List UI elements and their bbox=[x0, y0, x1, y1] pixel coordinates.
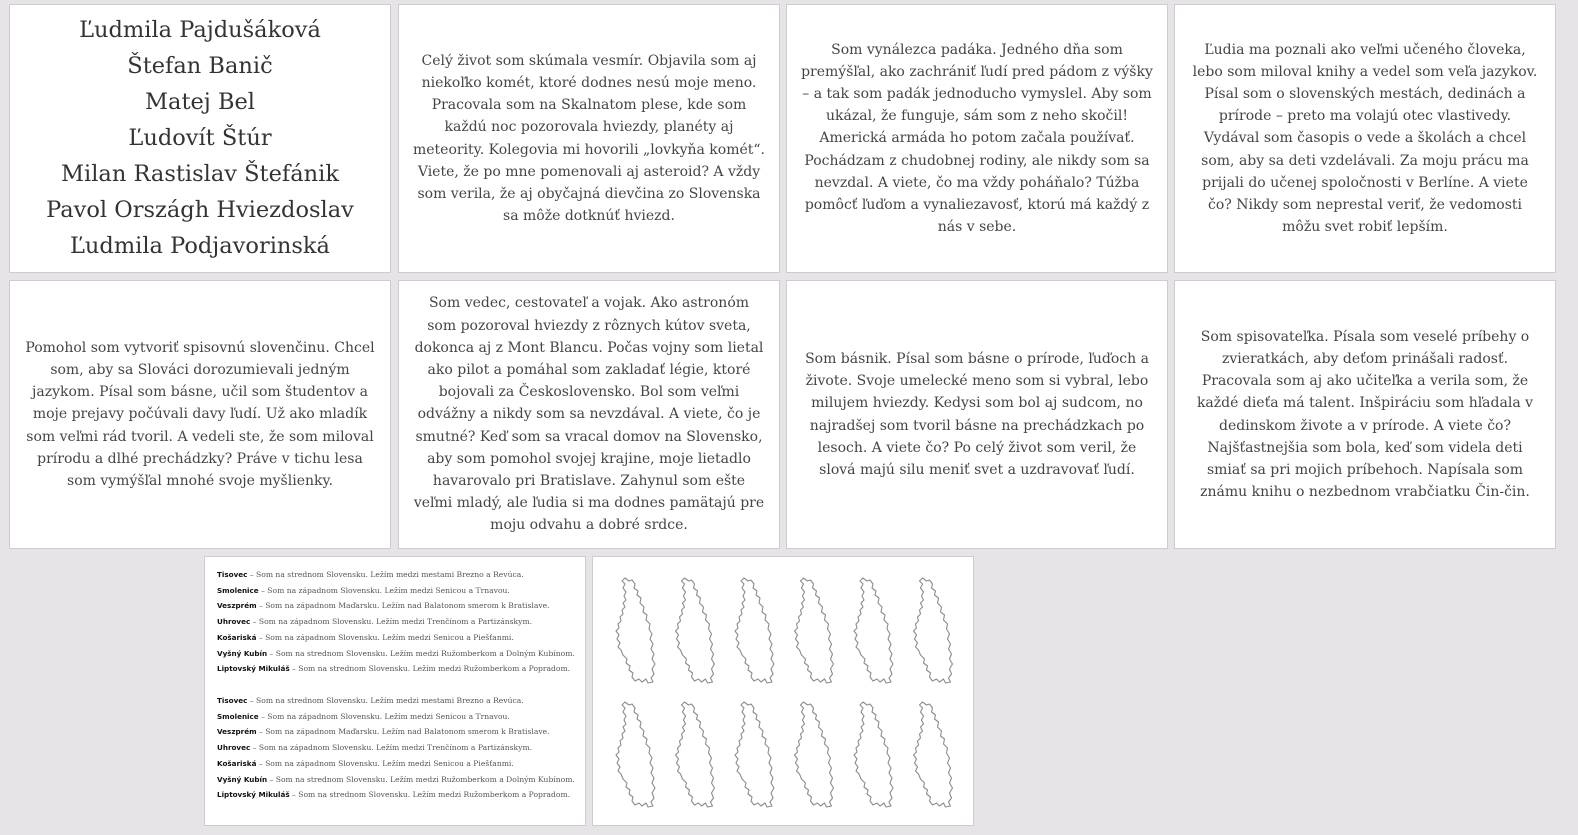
hint-text: – Som na západnom Slovensku. Ležím medzi Trenčínom a Partizánskym. bbox=[252, 743, 533, 753]
hint-item bbox=[217, 709, 579, 725]
hint-item bbox=[217, 772, 579, 788]
place-hints-list bbox=[217, 567, 579, 677]
hint-item bbox=[217, 598, 579, 614]
slovakia-outline-icon bbox=[914, 702, 953, 807]
hint-item bbox=[217, 693, 579, 709]
hint-place: Košariská bbox=[217, 632, 257, 642]
hint-item bbox=[217, 787, 579, 803]
slovakia-outline-icon bbox=[616, 702, 655, 807]
map-outlines bbox=[593, 557, 973, 825]
bio-text: Som spisovateľka. Písala som veselé príbehy o zvieratkách, aby deťom prinášali radosť. Pracovala som aj ako učiteľka a verila som, že každé dieťa má talent. Inšpiráciu som hľadala v dedinskom živote a v prírode. A viete čo? Najšťastnejšia som bola, keď som videla deti smiať sa pri mojich príbehoch. Napísala som známu knihu o nezbednom vrabčiatku Čin-čin. bbox=[1196, 328, 1534, 501]
name-podjavorinska: Ľudmila Podjavorinská bbox=[69, 233, 330, 259]
hint-place: Tisovec bbox=[217, 570, 248, 579]
hint-text: – Som na strednom Slovensku. Ležím medzi mestami Brezno a Revúca. bbox=[249, 570, 524, 579]
slovakia-outline-icon bbox=[854, 578, 893, 683]
bio-text: Ľudia ma poznali ako veľmi učeného človeka, lebo som miloval knihy a vedel som veľa jazykov. Písal som o slovenských mestách, dedinách a prírode – preto ma volajú otec vlastivedy. Vydával som časopis o vede a školách a chcel som, aby sa deti vzdelávali. Za moju prácu ma prijali do učenej spoločnosti v Berlíne. A viete čo? Nikdy som neprestal veriť, že vedomosti môžu svet robiť lepším. bbox=[1192, 41, 1538, 236]
map-outlines-card bbox=[592, 556, 974, 826]
slovakia-outline-icon bbox=[795, 578, 834, 683]
hint-item bbox=[217, 740, 579, 756]
hint-place: Vyšný Kubín bbox=[217, 774, 268, 784]
bio-text: Som básnik. Písal som básne o prírode, ľuďoch a živote. Svoje umelecké meno som si vybral, lebo milujem hviezdy. Kedysi som bol aj sudcom, no najradšej som tvoril básne na prechádzkach po lesoch. A viete čo? Po celý život som veril, že slová majú silu meniť svet a uzdravovať ľudí. bbox=[805, 350, 1149, 478]
hint-place: Liptovský Mikuláš bbox=[217, 664, 290, 674]
hint-text: – Som na strednom Slovensku. Ležím medzi mestami Brezno a Revúca. bbox=[249, 696, 524, 705]
bio-card-bel bbox=[1174, 4, 1556, 273]
names-list bbox=[46, 15, 354, 262]
hint-text: – Som na západnom Slovensku. Ležím medzi Trenčínom a Partizánskym. bbox=[252, 617, 533, 627]
names-card bbox=[9, 4, 391, 273]
hint-item bbox=[217, 756, 579, 772]
bio-card-stur bbox=[9, 280, 391, 549]
slovakia-outline-icon bbox=[676, 578, 715, 683]
hint-item bbox=[217, 724, 579, 740]
hint-item bbox=[217, 630, 579, 646]
bio-card-banic bbox=[786, 4, 1168, 273]
name-stur: Ľudovít Štúr bbox=[128, 125, 272, 151]
bio-text: Pomohol som vytvoriť spisovnú slovenčinu. Chcel som, aby sa Slováci dorozumievali jedným jazykom. Písal som básne, učil som študentov a moje prejavy počúvali davy ľudí. Už ako mladík som veľmi rád tvoril. A vedeli ste, že som miloval prírodu a dlhé prechádzky? Práve v tichu lesa som vymýšľal mnohé svoje myšlienky. bbox=[25, 339, 375, 489]
hint-item bbox=[217, 583, 579, 599]
hint-text: – Som na západnom Maďarsku. Ležím nad Balatonom smerom k Bratislave. bbox=[258, 727, 550, 737]
hint-place: Tisovec bbox=[217, 696, 248, 705]
slovakia-outline-icon bbox=[795, 702, 834, 807]
hint-text: – Som na strednom Slovensku. Ležím medzi Ružomberkom a Dolným Kubínom. bbox=[269, 648, 575, 658]
name-stefanik: Milan Rastislav Štefánik bbox=[60, 161, 339, 187]
slovakia-outline-icon bbox=[854, 702, 893, 807]
hint-item bbox=[217, 614, 579, 630]
hint-text: – Som na strednom Slovensku. Ležím medzi Ružomberkom a Popradom. bbox=[292, 664, 571, 674]
hint-item bbox=[217, 567, 579, 583]
hint-item bbox=[217, 661, 579, 677]
slovakia-outline-icon bbox=[676, 702, 715, 807]
hint-text: – Som na západnom Slovensku. Ležím medzi Senicou a Trnavou. bbox=[261, 711, 510, 721]
hint-place: Košariská bbox=[217, 758, 257, 768]
hint-place: Uhrovec bbox=[217, 743, 251, 753]
slovakia-outline-icon bbox=[616, 578, 655, 683]
name-pajdusakova: Ľudmila Pajdušáková bbox=[79, 17, 321, 43]
bio-card-podjavorinska bbox=[1174, 280, 1556, 549]
bio-card-stefanik bbox=[398, 280, 780, 549]
hint-text: – Som na strednom Slovensku. Ležím medzi Ružomberkom a Popradom. bbox=[292, 790, 571, 800]
hint-text: – Som na strednom Slovensku. Ležím medzi Ružomberkom a Dolným Kubínom. bbox=[269, 774, 575, 784]
slovakia-outline-icon bbox=[735, 702, 774, 807]
hint-place: Liptovský Mikuláš bbox=[217, 790, 290, 800]
hint-text: – Som na západnom Slovensku. Ležím medzi Senicou a Piešťanmi. bbox=[258, 758, 514, 768]
place-hints-card bbox=[204, 556, 586, 826]
hint-place: Veszprém bbox=[217, 601, 257, 611]
hint-item bbox=[217, 646, 579, 662]
hint-text: – Som na západnom Maďarsku. Ležím nad Balatonom smerom k Bratislave. bbox=[258, 601, 550, 611]
hint-place: Smolenice bbox=[217, 711, 259, 721]
hint-text: – Som na západnom Slovensku. Ležím medzi Senicou a Trnavou. bbox=[261, 585, 510, 595]
hint-place: Uhrovec bbox=[217, 617, 251, 627]
hint-text: – Som na západnom Slovensku. Ležím medzi Senicou a Piešťanmi. bbox=[258, 632, 514, 642]
place-hints-list bbox=[217, 693, 579, 803]
bio-card-hviezdoslav bbox=[786, 280, 1168, 549]
name-hviezdoslav: Pavol Országh Hviezdoslav bbox=[46, 197, 354, 223]
hint-place: Veszprém bbox=[217, 727, 257, 737]
bio-card-pajdusakova bbox=[398, 4, 780, 273]
bio-text: Celý život som skúmala vesmír. Objavila som aj niekoľko komét, ktoré dodnes nesú moje meno. Pracovala som na Skalnatom plese, kde som každú noc pozorovala hviezdy, planéty aj meteority. Kolegovia mi hovorili „lovkyňa komét“. Viete, že po mne pomenovali aj asteroid? A vždy som verila, že aj obyčajná dievčina zo Slovenska sa môže dotknúť hviezd. bbox=[412, 52, 766, 225]
slovakia-outline-icon bbox=[735, 578, 774, 683]
bio-text: Som vynálezca padáka. Jedného dňa som premýšľal, ako zachrániť ľudí pred pádom z výšky – a tak som padák jednoducho vymyslel. Aby som ukázal, že funguje, sám som z neho skočil! Americká armáda ho potom začala používať. Pochádzam z chudobnej rodiny, ale nikdy som sa nevzdal. A viete, čo ma vždy poháňalo? Túžba pomôcť ľuďom a vynaliezavosť, ktorú má každý z nás v sebe. bbox=[801, 41, 1153, 236]
name-banic: Štefan Banič bbox=[127, 53, 273, 79]
hint-place: Smolenice bbox=[217, 585, 259, 595]
slovakia-outline-icon bbox=[914, 578, 953, 683]
bio-text: Som vedec, cestovateľ a vojak. Ako astronóm som pozoroval hviezdy z rôznych kútov sveta, dokonca aj z Mont Blancu. Počas vojny som lietal ako pilot a pomáhal som zakladať légie, ktoré bojovali za Československo. Bol som veľmi odvážny a nikdy som sa nevzdával. A viete, čo je smutné? Keď som sa vracal domov na Slovensko, aby som pomohol svojej krajine, moje lietadlo havarovalo pri Bratislave. Zahynul som ešte veľmi mladý, ale ľudia si ma dodnes pamätajú pre moju odvahu a dobré srdce. bbox=[413, 295, 765, 534]
name-bel: Matej Bel bbox=[145, 89, 255, 115]
hint-place: Vyšný Kubín bbox=[217, 648, 268, 658]
